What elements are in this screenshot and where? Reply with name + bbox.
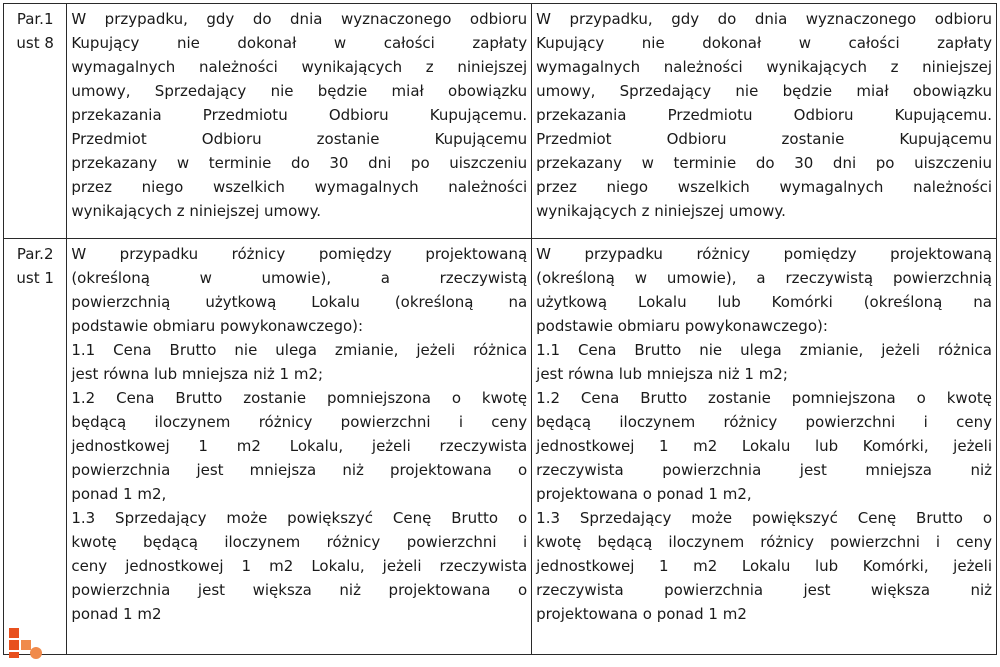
reference-section: ust 8 <box>16 34 54 52</box>
text-line: Kupujący nie dokonał w całości zapłaty <box>536 34 992 52</box>
clause-original <box>67 4 532 239</box>
text-line: przekazania Przedmiotu Odbioru Kupującemu. <box>71 106 528 124</box>
logo-square-bottom <box>9 652 19 658</box>
text-line: W przypadku różnicy pomiędzy projektowaną <box>536 245 992 263</box>
text-line: jednostkowej 1 m2 Lokalu lub Komórki, jeżeli <box>536 437 992 455</box>
text-line: 1.2 Cena Brutto zostanie pomniejszona o kwotę <box>71 389 528 407</box>
text-line: przez niego wszelkich wymagalnych należności <box>536 178 992 196</box>
text-line: umowy, Sprzedający nie będzie miał obowiązku <box>71 82 528 100</box>
text-line: użytkową Lokalu lub Komórki (określoną na <box>536 293 992 311</box>
text-line: kwotę będącą iloczynem różnicy powierzchni i <box>71 533 528 551</box>
text-line: jednostkowej 1 m2 Lokalu, jeżeli rzeczywista <box>71 437 528 455</box>
text-line: rzeczywista powierzchnia jest większa niż <box>536 581 992 599</box>
text-line: jest równa lub mniejsza niż 1 m2; <box>71 365 324 383</box>
logo-square-right <box>21 640 31 650</box>
text-line: przekazany w terminie do 30 dni po uiszczeniu <box>536 154 992 172</box>
text-line: wynikających z niniejszej umowy. <box>536 202 786 220</box>
text-line: W przypadku, gdy do dnia wyznaczonego odbioru <box>71 10 528 28</box>
text-line: Przedmiot Odbioru zostanie Kupującemu <box>71 130 528 148</box>
text-line: 1.1 Cena Brutto nie ulega zmianie, jeżeli różnica <box>536 341 992 359</box>
text-line: 1.2 Cena Brutto zostanie pomniejszona o kwotę <box>536 389 992 407</box>
text-line: powierzchnia jest mniejsza niż projektowana o <box>71 461 528 479</box>
text-line: umowy, Sprzedający nie będzie miał obowiązku <box>536 82 992 100</box>
reference-paragraph: Par.2 <box>16 245 54 263</box>
text-line: jednostkowej 1 m2 Lokalu lub Komórki, jeżeli <box>536 557 992 575</box>
logo-square-middle <box>9 640 19 650</box>
text-line: przekazany w terminie do 30 dni po uiszczeniu <box>71 154 528 172</box>
orange-squares-logo-icon <box>7 624 43 660</box>
clause-amended <box>532 239 997 655</box>
text-line: 1.3 Sprzedający może powiększyć Cenę Brutto o <box>71 509 528 527</box>
text-line: ponad 1 m2, <box>71 485 167 503</box>
text-line: projektowana o ponad 1 m2 <box>536 605 747 623</box>
text-line: Przedmiot Odbioru zostanie Kupującemu <box>536 130 992 148</box>
text-line: powierzchnia jest większa niż projektowana o <box>71 581 528 599</box>
text-line: powierzchnią użytkową Lokalu (określoną na <box>71 293 528 311</box>
table-row <box>4 4 997 239</box>
text-line: przez niego wszelkich wymagalnych należności <box>71 178 528 196</box>
clause-amended <box>532 4 997 239</box>
text-line: wymagalnych należności wynikających z niniejszej <box>536 58 992 76</box>
text-line: kwotę będącą iloczynem różnicy powierzchni i ceny <box>536 533 992 551</box>
text-line: projektowana o ponad 1 m2, <box>536 485 752 503</box>
text-line: ponad 1 m2 <box>71 605 162 623</box>
text-line: 1.1 Cena Brutto nie ulega zmianie, jeżeli różnica <box>71 341 528 359</box>
text-line: Kupujący nie dokonał w całości zapłaty <box>71 34 528 52</box>
text-line: W przypadku, gdy do dnia wyznaczonego odbioru <box>536 10 992 28</box>
text-line: podstawie obmiaru powykonawczego): <box>71 317 364 335</box>
text-line: wymagalnych należności wynikających z niniejszej <box>71 58 528 76</box>
text-line: będącą iloczynem różnicy powierzchni i ceny <box>71 413 528 431</box>
text-line: wynikających z niniejszej umowy. <box>71 202 322 220</box>
text-line: jest równa lub mniejsza niż 1 m2; <box>536 365 788 383</box>
text-line: (określoną w umowie), a rzeczywistą <box>71 269 528 287</box>
logo-dot <box>30 647 42 659</box>
reference-cell <box>4 4 67 239</box>
text-line: rzeczywista powierzchnia jest mniejsza niż <box>536 461 992 479</box>
reference-section: ust 1 <box>16 269 54 287</box>
table-row <box>4 239 997 655</box>
text-line: przekazania Przedmiotu Odbioru Kupującemu. <box>536 106 992 124</box>
text-line: będącą iloczynem różnicy powierzchni i ceny <box>536 413 992 431</box>
text-line: (określoną w umowie), a rzeczywistą powierzchnią <box>536 269 992 287</box>
reference-cell <box>4 239 67 655</box>
text-line: 1.3 Sprzedający może powiększyć Cenę Brutto o <box>536 509 992 527</box>
text-line: podstawie obmiaru powykonawczego): <box>536 317 828 335</box>
logo-square-top <box>9 628 19 638</box>
reference-paragraph: Par.1 <box>16 10 54 28</box>
comparison-table <box>3 3 997 655</box>
clause-original <box>67 239 532 655</box>
text-line: W przypadku różnicy pomiędzy projektowaną <box>71 245 528 263</box>
text-line: ceny jednostkowej 1 m2 Lokalu, jeżeli rzeczywista <box>71 557 528 575</box>
